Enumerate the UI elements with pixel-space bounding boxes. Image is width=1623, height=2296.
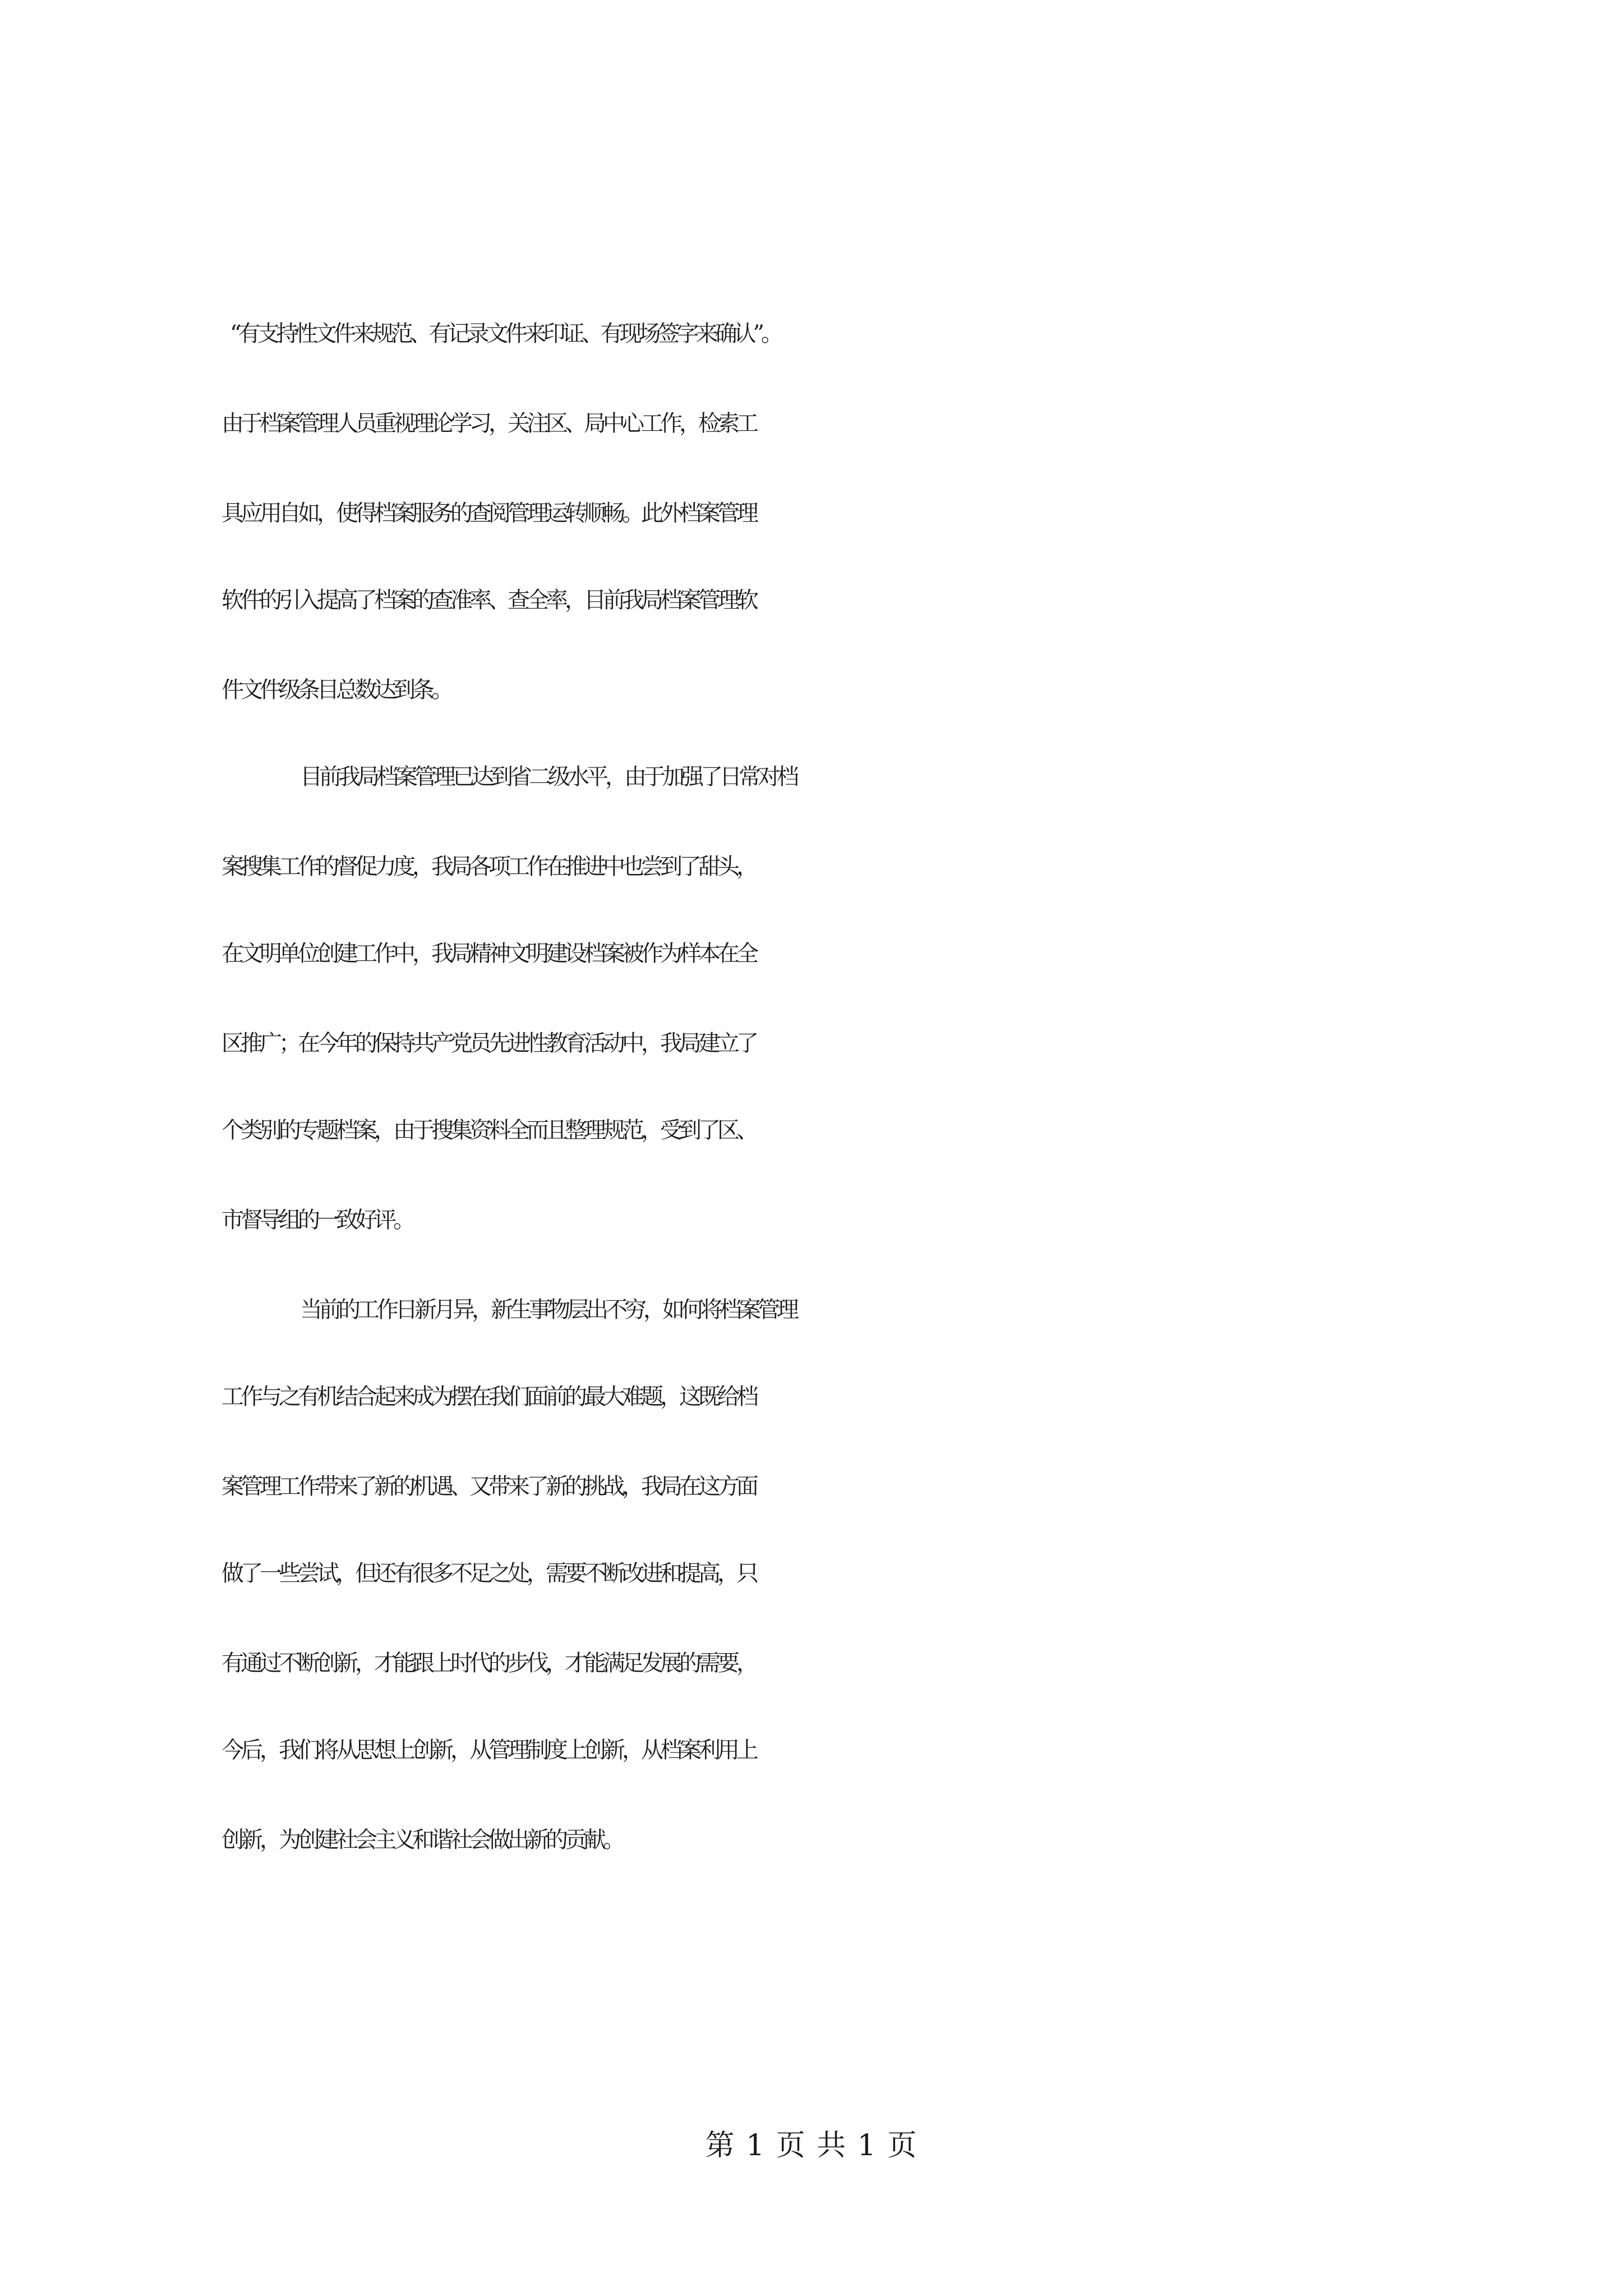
text-line-10: 个类别的专题档案，由于搜集资料全而且整理规范，受到了区、 [222,1117,755,1143]
text-line-1: “有支持性文件来规范、有记录文件来印证、有现场签字来确认”。 [230,321,780,347]
text-line-14: 案管理工作带来了新的机遇、又带来了新的挑战，我局在这方面 [222,1474,755,1499]
text-line-4: 软件的引入提高了档案的查准率、查全率，目前我局档案管理软 [222,587,755,613]
text-line-12: 当前的工作日新月异，新生事物层出不穷，如何将档案管理 [300,1297,796,1323]
text-line-11: 市督导组的一致好评。 [222,1207,412,1233]
text-line-16: 有通过不断创新，才能跟上时代的步伐，才能满足发展的需要， [222,1650,755,1676]
text-line-6: 目前我局档案管理已达到省二级水平，由于加强了日常对档 [300,764,796,790]
text-line-5: 件文件级条目总数达到条。 [222,677,450,703]
text-line-17: 今后，我们将从思想上创新，从管理制度上创新，从档案利用上 [222,1737,755,1763]
page-footer: 第 1 页 共 1 页 [705,2129,918,2162]
text-line-8: 在文明单位创建工作中，我局精神文明建设档案被作为样本在全 [222,941,755,967]
text-line-18: 创新，为创建社会主义和谐社会做出新的贡献。 [222,1827,622,1853]
text-line-7: 案搜集工作的督促力度，我局各项工作在推进中也尝到了甜头， [222,854,755,880]
text-line-9: 区推广；在今年的保持共产党员先进性教育活动中，我局建立了 [222,1030,755,1056]
text-line-3: 具应用自如，使得档案服务的查阅管理运转顺畅。此外档案管理 [222,500,755,526]
text-line-13: 工作与之有机结合起来成为摆在我们面前的最大难题，这既给档 [222,1384,755,1410]
text-line-2: 由于档案管理人员重视理论学习，关注区、局中心工作，检索工 [222,411,755,436]
text-line-15: 做了一些尝试，但还有很多不足之处，需要不断改进和提高，只 [222,1561,755,1586]
